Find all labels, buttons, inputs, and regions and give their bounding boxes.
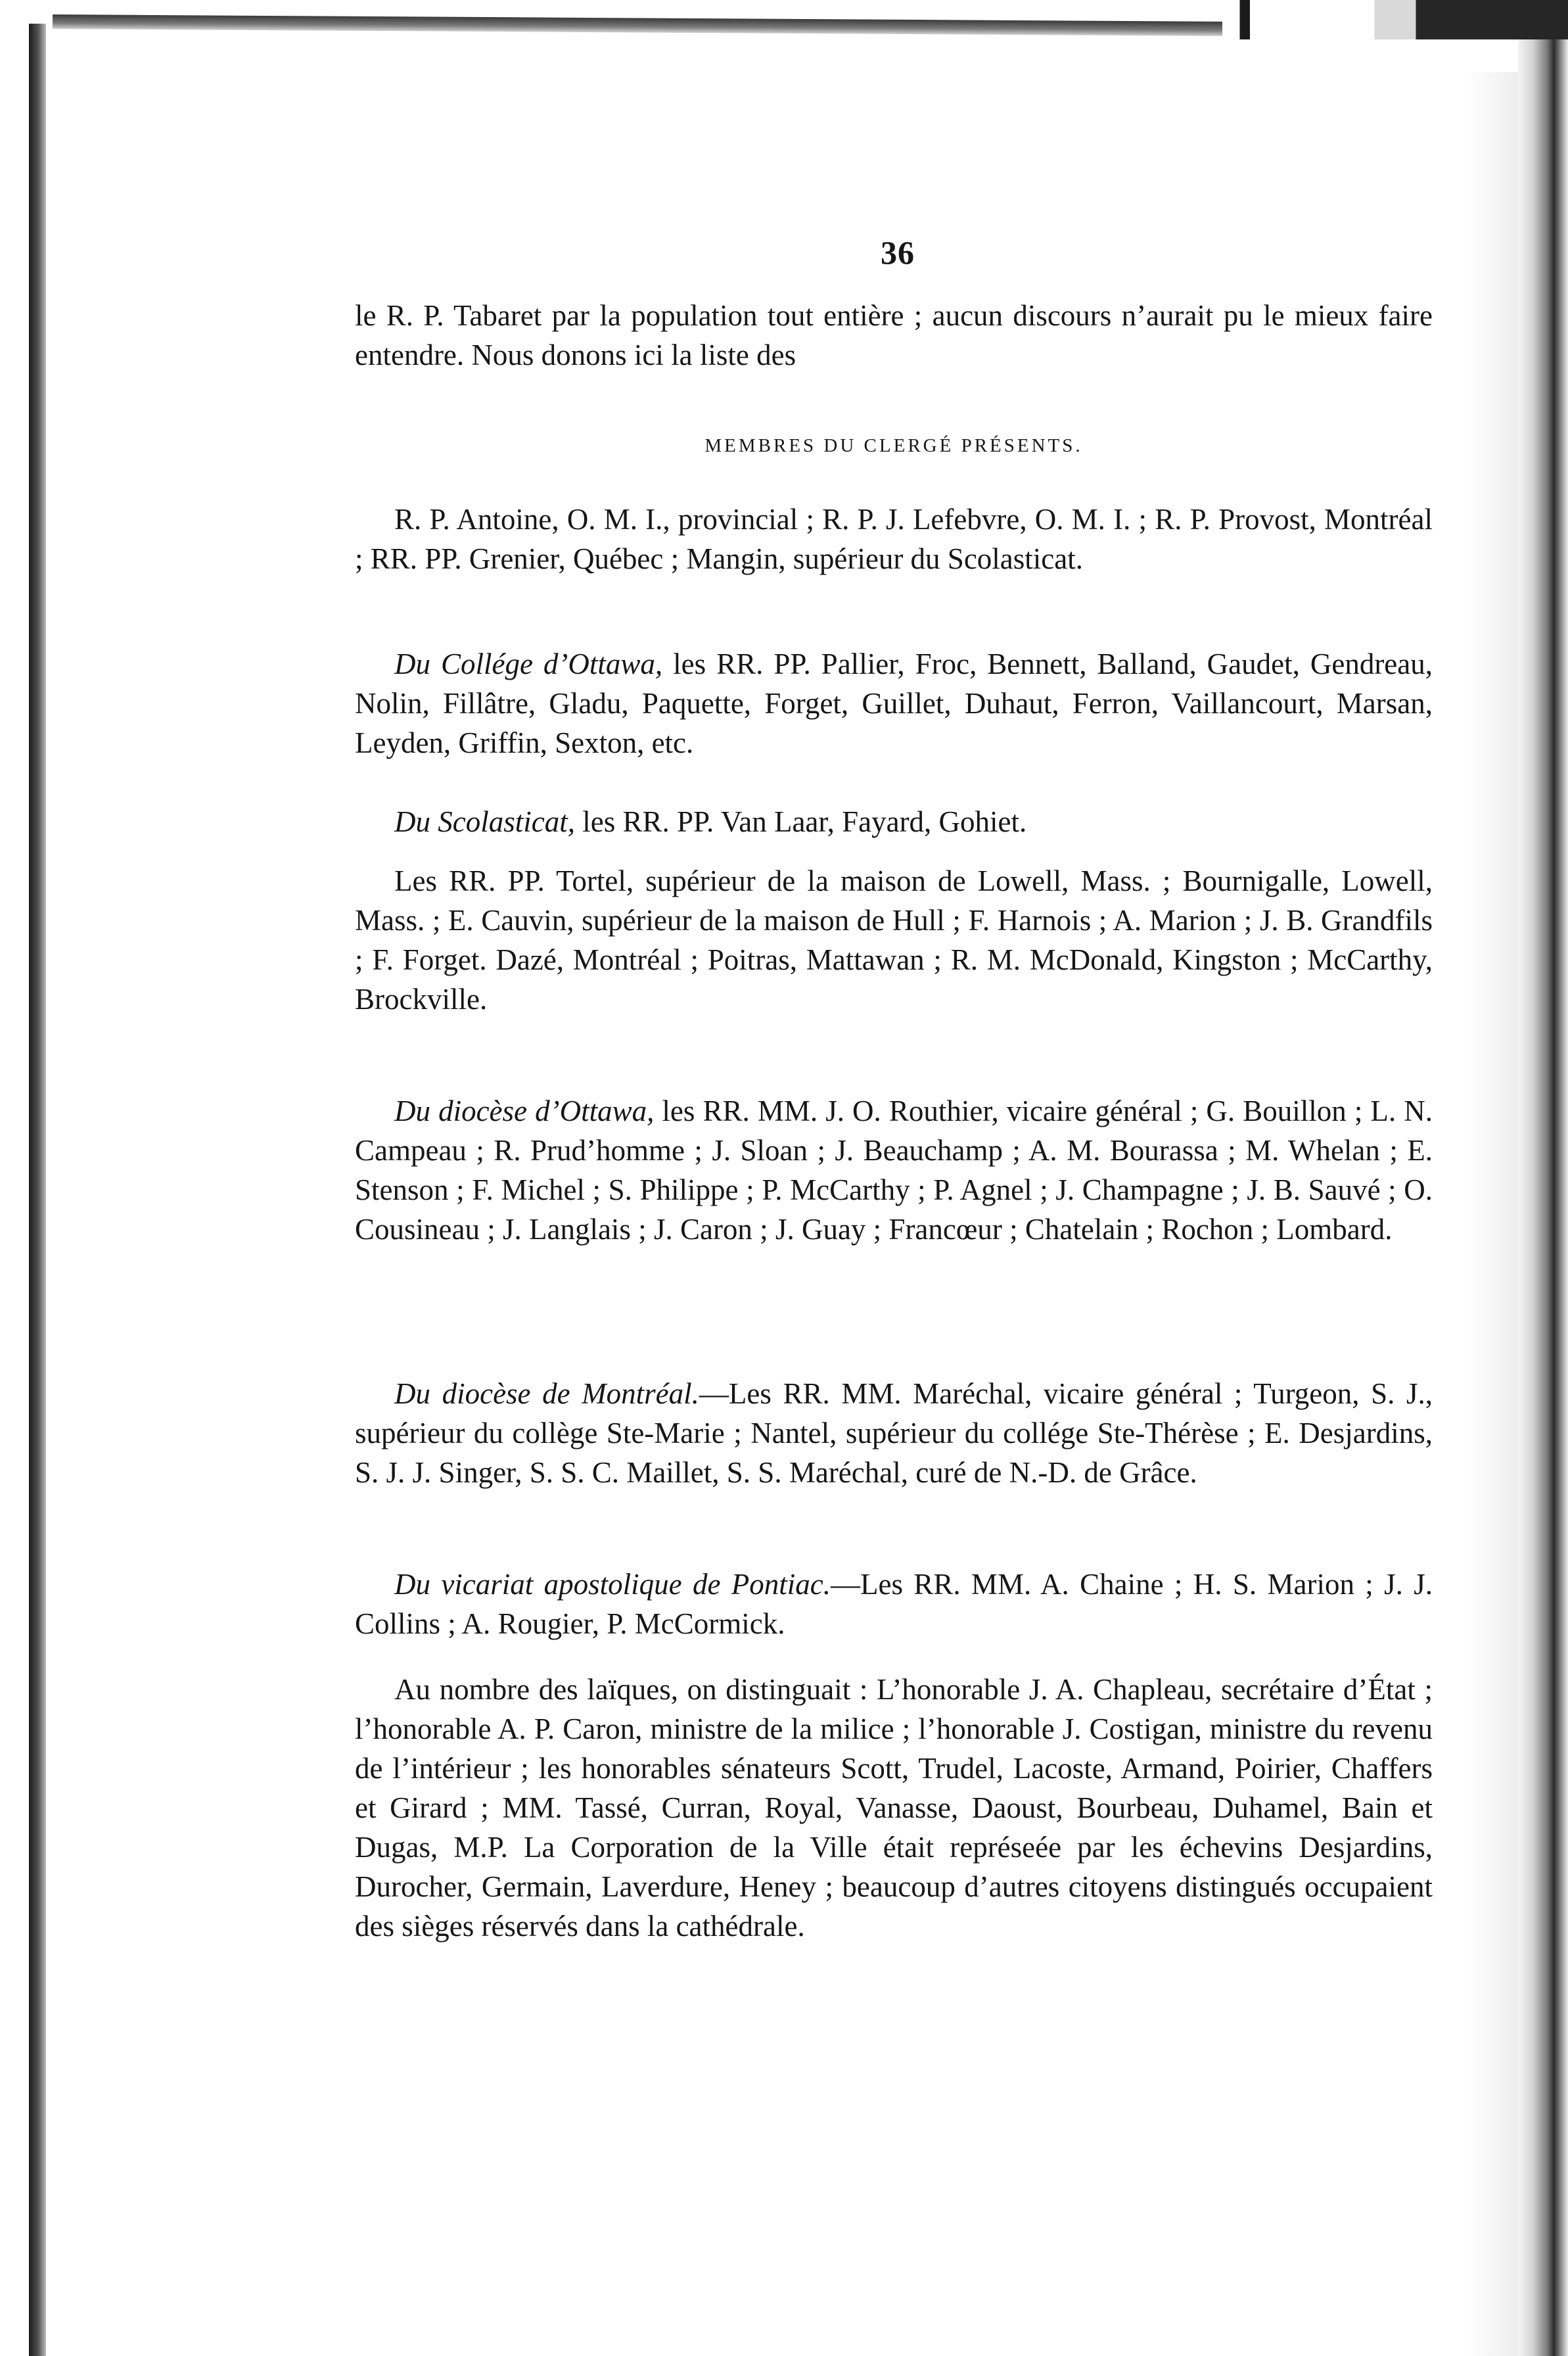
paragraph-lead: Du diocèse d’Ottawa, [394,1095,655,1127]
intro-paragraph: le R. P. Tabaret par la population tout entière ; aucun discours n’aurait pu le mieux faire entendre. Nous donons ici la liste des [355,299,1433,371]
paragraph-text: les RR. PP. Pallier, Froc, Bennett, Balland, Gaudet, Gendreau, Nolin, Fillâtre, Gladu, Paquette, Forget, Guillet, Duhaut, Ferron, Vaillancourt, Marsan, Leyden, Griffin, Sexton, etc. [355,648,1433,759]
paragraph-lead: Du Scolasticat, [394,805,575,838]
paragraph-text: les RR. PP. Van Laar, Fayard, Gohiet. [574,805,1027,838]
right-book-edge [1518,39,1568,2356]
paragraph-lead: Du diocèse de Montréal. [394,1377,699,1410]
page-curl-shadow [1467,72,1519,2356]
paragraph-text: les RR. MM. J. O. Routhier, vicaire général ; G. Bouillon ; L. N. Campeau ; R. Prud’homme ; J. Sloan ; J. Beauchamp ; A. M. Bourassa ; M. Whelan ; E. Stenson ; F. Michel ; S. Philippe ; P. McCarthy ; P. Agnel ; J. Champagne ; J. B. Sauvé ; O. Cousineau ; J. Langlais ; J. Caron ; J. Guay ; Francœur ; Chatelain ; Rochon ; Lombard. [355,1095,1433,1246]
left-book-edge [29,24,46,2356]
paragraph-religious-houses [355,861,1433,1019]
paragraph-laity [355,1670,1433,1946]
page-number: 36 [881,234,915,271]
paragraph-provincial [355,500,1433,578]
top-right-scan-border [1222,0,1568,39]
paragraph-text: Au nombre des laïques, on distinguait : L’honorable J. A. Chapleau, secrétaire d’État ; l’honorable A. P. Caron, ministre de la milice ; l’honorable J. Costigan, ministre du revenu de l’intérieur ; les honorables sénateurs Scott, Trudel, Lacoste, Armand, Poirier, Chaffers et Girard ; MM. Tassé, Curran, Royal, Vanasse, Daoust, Bourbeau, Duhamel, Bain et Dugas, M.P. La Corporation de la Ville était représeée par les échevins Desjardins, Durocher, Germain, Laverdure, Heney ; beaucoup d’autres citoyens distingués occupaient des sièges réservés dans la cathédrale. [355,1673,1433,1943]
paragraph-diocese-ottawa [355,1091,1433,1249]
paragraph-text: Les RR. PP. Tortel, supérieur de la maison de Lowell, Mass. ; Bournigalle, Lowell, Mass. ; E. Cauvin, supérieur de la maison de Hull ; F. Harnois ; A. Marion ; J. B. Grandfils ; F. Forget. Dazé, Montréal ; Poitras, Mattawan ; R. M. McDonald, Kingston ; McCarthy, Brockville. [355,864,1433,1016]
paragraph-text: R. P. Antoine, O. M. I., provincial ; R. P. J. Lefebvre, O. M. I. ; R. P. Provost, Montréal ; RR. PP. Grenier, Québec ; Mangin, supérieur du Scolasticat. [355,503,1433,575]
paragraph-text: —Les RR. MM. Maréchal, vicaire général ; Turgeon, S. J., supérieur du collège Ste-Marie ; Nantel, supérieur du collége Ste-Thérèse ; E. Desjardins, S. J. J. Singer, S. S. C. Maillet, S. S. Maréchal, curé de N.-D. de Grâce. [355,1377,1433,1489]
paragraph-lead: Du vicariat apostolique de Pontiac. [394,1568,831,1601]
paragraph-scolasticat [355,802,1433,841]
section-heading: MEMBRES DU CLERGÉ PRÉSENTS. [704,435,1083,456]
paragraph-college-ottawa [355,644,1433,763]
paragraph-text: —Les RR. MM. A. Chaine ; H. S. Marion ; J. J. Collins ; A. Rougier, P. McCormick. [355,1568,1433,1640]
paragraph-vicariat-pontiac [355,1565,1433,1643]
paragraph-lead: Du Collége d’Ottawa, [394,648,663,680]
paragraph-diocese-montreal [355,1374,1433,1492]
